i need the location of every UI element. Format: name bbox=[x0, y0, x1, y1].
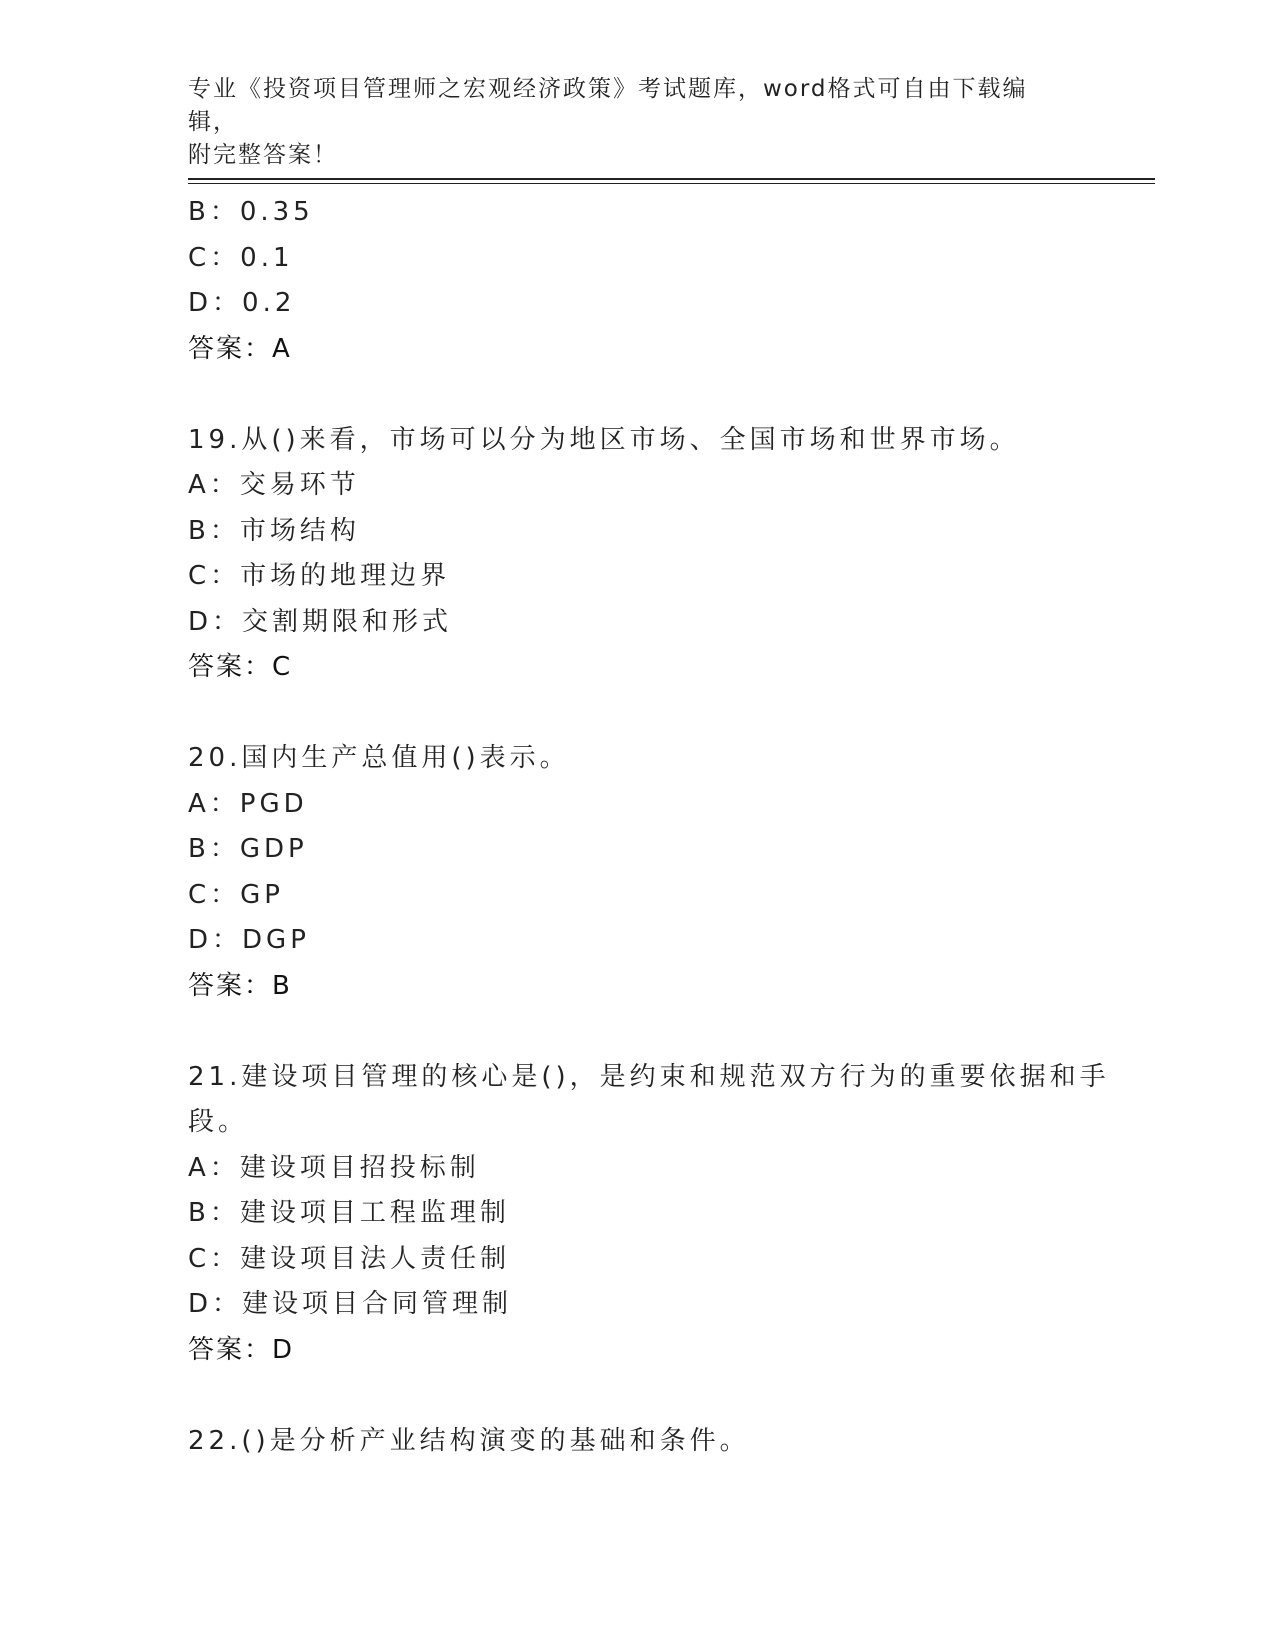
option-b: B：0.35 bbox=[188, 197, 314, 227]
header-divider-thin bbox=[188, 183, 1155, 184]
option-c: C：建设项目法人责任制 bbox=[188, 1243, 511, 1274]
header-line-2: 附完整答案！ bbox=[188, 142, 338, 168]
answer-text: 答案：B bbox=[188, 970, 292, 1001]
question-19 bbox=[188, 418, 1088, 691]
option-d: D：交割期限和形式 bbox=[188, 606, 453, 637]
option-d: D：建设项目合同管理制 bbox=[188, 1289, 513, 1319]
question-22 bbox=[188, 1419, 1088, 1465]
spacer bbox=[188, 1009, 1088, 1055]
question-list bbox=[188, 190, 1110, 1464]
spacer bbox=[188, 372, 1088, 418]
answer-text: 答案：D bbox=[188, 1334, 295, 1365]
option-c: C：GP bbox=[188, 879, 284, 910]
option-c: C：市场的地理边界 bbox=[188, 561, 451, 591]
question-stem: 19.从()来看，市场可以分为地区市场、全国市场和世界市场。 bbox=[188, 424, 1020, 455]
question-stem: 22.()是分析产业结构演变的基础和条件。 bbox=[188, 1425, 750, 1456]
question-stem: 20.国内生产总值用()表示。 bbox=[188, 743, 570, 773]
question-stem-line-2: 段。 bbox=[188, 1107, 249, 1137]
option-a: A：交易环节 bbox=[188, 470, 360, 500]
option-b: B：市场结构 bbox=[188, 515, 360, 546]
question-21 bbox=[188, 1055, 1110, 1374]
option-a: A：PGD bbox=[188, 788, 308, 819]
option-d: D：0.2 bbox=[188, 288, 296, 318]
document-header bbox=[188, 73, 1068, 172]
spacer bbox=[188, 1373, 1088, 1419]
option-b: B：GDP bbox=[188, 834, 308, 864]
header-line-1: 专业《投资项目管理师之宏观经济政策》考试题库，word格式可自由下载编辑， bbox=[188, 76, 1028, 135]
question-stem-line-1: 21.建设项目管理的核心是()，是约束和规范双方行为的重要依据和手 bbox=[188, 1061, 1110, 1092]
option-a: A：建设项目招投标制 bbox=[188, 1152, 480, 1183]
question-20 bbox=[188, 736, 1088, 1009]
answer-text: 答案：C bbox=[188, 652, 293, 682]
option-d: D：DGP bbox=[188, 925, 310, 955]
header-divider-thick bbox=[188, 178, 1155, 180]
option-c: C：0.1 bbox=[188, 242, 294, 273]
option-b: B：建设项目工程监理制 bbox=[188, 1198, 510, 1228]
question-partial bbox=[188, 190, 1088, 372]
spacer bbox=[188, 691, 1088, 737]
answer-text: 答案：A bbox=[188, 333, 292, 364]
